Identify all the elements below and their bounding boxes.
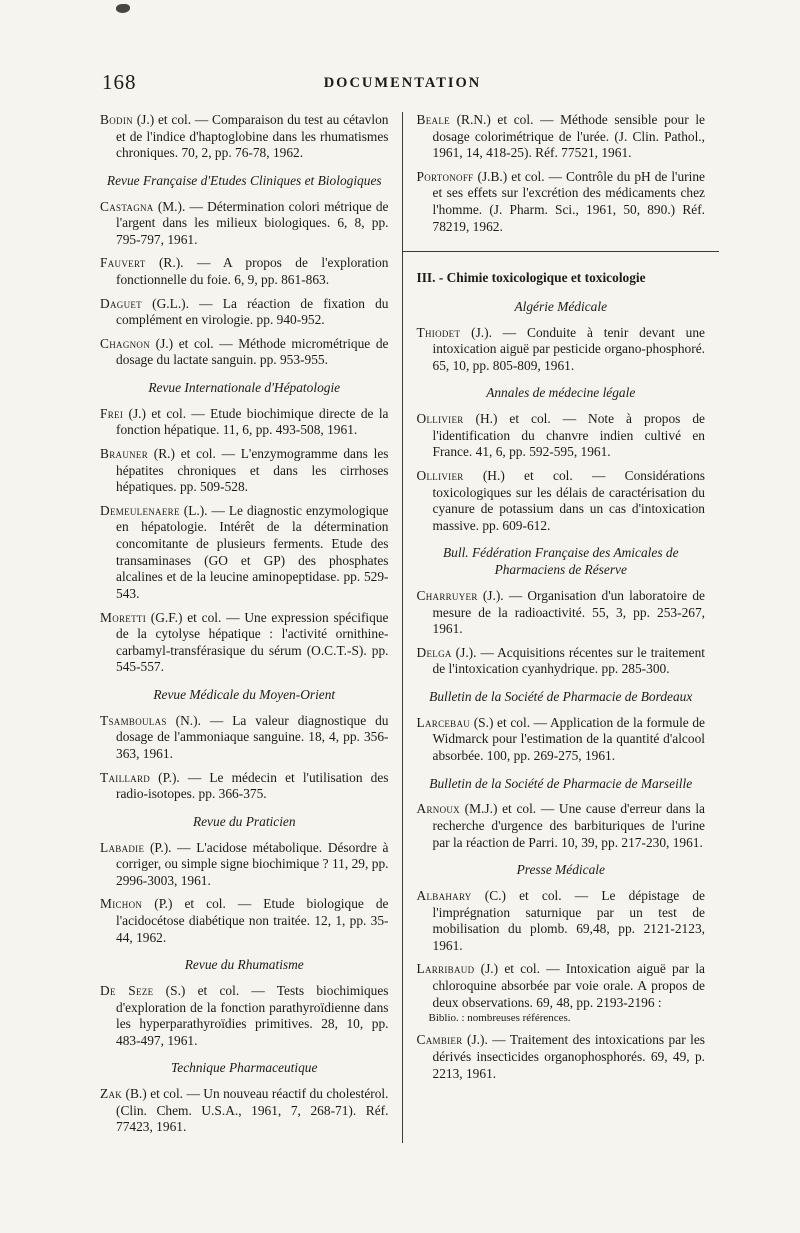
author-name: Labadie	[100, 839, 145, 855]
bib-entry: Charruyer (J.). — Organisation d'un laboratoire de mesure de la radioactivité. 55, 3, pp. 253-267, 1961.	[416, 587, 705, 637]
bib-entry: Taillard (P.). — Le médecin et l'utilisation des radio-isotopes. pp. 366-375.	[100, 769, 389, 802]
bib-entry: De Seze (S.) et col. — Tests biochimiques d'exploration de la fonction parathyroïdienne dans les hyperparathyroïdies primitives. 28, 10, pp. 483-497, 1961.	[100, 982, 389, 1048]
bib-entry: Chagnon (J.) et col. — Méthode micrométrique de dosage du lactate sanguin. pp. 953-955.	[100, 335, 389, 368]
author-name: Ollivier	[416, 411, 464, 427]
author-name: Zak	[100, 1086, 123, 1102]
author-name: Albahary	[416, 887, 472, 903]
journal-heading: Revue du Rhumatisme	[184, 957, 304, 973]
bib-entry: Beale (R.N.) et col. — Méthode sensible pour le dosage colorimétrique de l'urée. (J. Clin. Pathol., 1961, 14, 418-25). Réf. 77521, 1961.	[416, 112, 705, 161]
bib-entry: Michon (P.) et col. — Etude biologique de l'acidocétose diabétique non traitée. 12, 1, pp. 35-44, 1962.	[100, 896, 389, 945]
author-name: Michon	[100, 896, 143, 912]
journal-heading: Bull. Fédération Française des Amicales de Pharmaciens de Réserve	[442, 545, 679, 578]
author-name: Beale	[416, 112, 450, 127]
bib-entry: Zak (B.) et col. — Un nouveau réactif du cholestérol. (Clin. Chem. U.S.A., 1961, 7, 268-71). Réf. 77423, 1961.	[100, 1086, 389, 1135]
scan-artifact	[116, 4, 130, 13]
author-name: Moretti	[100, 609, 146, 625]
author-name: Portonoff	[416, 168, 474, 184]
author-name: Thiodet	[416, 324, 461, 340]
bib-entry: Cambier (J.). — Traitement des intoxications par les dérivés insecticides organophosphorés. 69, 49, p. 2213, 1961.	[416, 1032, 705, 1081]
bib-entry: Brauner (R.) et col. — L'enzymogramme dans les hépatites chroniques et dans les cirrhoses hépatiques. pp. 509-528.	[100, 446, 389, 495]
bib-entry: Larribaud (J.) et col. — Intoxication aiguë par la chloroquine absorbée par voie orale. A propos de deux observations. 69, 48, pp. 2193-2196 : Biblio. : nombreuses références.	[416, 961, 705, 1025]
journal-heading: Technique Pharmaceutique	[171, 1060, 318, 1076]
bib-entry: Castagna (M.). — Détermination colori métrique de l'argent dans les milieux biologiques. 6, 8, pp. 795-797, 1961.	[100, 198, 389, 247]
journal-heading: Revue Médicale du Moyen-Orient	[153, 686, 336, 702]
author-name: Castagna	[100, 198, 154, 214]
author-name: Larcebau	[416, 714, 471, 730]
two-column-layout	[100, 112, 705, 1143]
journal-heading: Bulletin de la Société de Pharmacie de Marseille	[429, 775, 693, 791]
page-number: 168	[102, 70, 137, 94]
bib-entry: Moretti (G.F.) et col. — Une expression spécifique de la cytolyse hépatique : l'activité ornithine-carbamyl-transférasique du sérum (O.C.T.-S). pp. 545-557.	[100, 609, 389, 675]
author-name: De Seze	[100, 982, 154, 998]
right-column	[403, 112, 706, 1143]
author-name: Chagnon	[100, 335, 151, 351]
bib-entry: Arnoux (M.J.) et col. — Une cause d'erreur dans la recherche d'urgence des barbituriques de l'urine par la réaction de Parri. 10, 39, pp. 217-230, 1961.	[416, 801, 705, 850]
bib-entry: Bodin (J.) et col. — Comparaison du test au cétavlon et de l'indice d'haptoglobine dans les rhumatismes chroniques. 70, 2, pp. 76-78, 1962.	[100, 112, 389, 161]
journal-heading: Presse Médicale	[516, 862, 605, 878]
bib-entry: Frei (J.) et col. — Etude biochimique directe de la fonction hépatique. 11, 6, pp. 493-508, 1961.	[100, 405, 389, 438]
journal-heading: Annales de médecine légale	[486, 385, 636, 401]
bib-entry: Demeulenaere (L.). — Le diagnostic enzymologique en hépatologie. Intérêt de la détermination concomitante de plusieurs ferments. Etude des transaminases (GO et GP) des phosphates alcalines et de la leucine aminopeptidase. pp. 529-543.	[100, 502, 389, 601]
author-name: Charruyer	[416, 587, 478, 603]
journal-heading: Revue du Praticien	[192, 813, 296, 829]
author-name: Tsamboulas	[100, 712, 167, 728]
bib-entry: Larcebau (S.) et col. — Application de la formule de Widmarck pour l'estimation de la quantité d'alcool absorbée. 100, pp. 269-275, 1961.	[416, 714, 705, 763]
author-name: Arnoux	[416, 801, 460, 817]
bib-entry: Delga (J.). — Acquisitions récentes sur le traitement de l'intoxication cyanhydrique. pp. 285-300.	[416, 644, 705, 677]
journal-heading: Revue Internationale d'Hépatologie	[148, 380, 341, 396]
bib-entry: Ollivier (H.) et col. — Note à propos de l'identification du chanvre indien cultivé en France. 41, 6, pp. 592-595, 1961.	[416, 411, 705, 460]
author-name: Frei	[100, 405, 124, 421]
bib-entry: Ollivier (H.) et col. — Considérations toxicologiques sur les délais de caractérisation du cyanure de potassium dans un cas d'intoxication massive. pp. 609-612.	[416, 468, 705, 533]
author-name: Bodin	[100, 112, 133, 127]
bib-entry: Albahary (C.) et col. — Le dépistage de l'imprégnation saturnique par un test de mobilisation du plomb. 69,48, pp. 2121-2123, 1961.	[416, 887, 705, 953]
bib-entry: Labadie (P.). — L'acidose métabolique. Désordre à corriger, ou simple signe biochimique ? 11, 29, pp. 2996-3003, 1961.	[100, 839, 389, 888]
page-title: DOCUMENTATION	[323, 75, 482, 91]
author-name: Daguet	[100, 295, 142, 311]
page-header	[100, 70, 705, 100]
author-name: Larribaud	[416, 961, 475, 977]
journal-heading: Revue Française d'Etudes Cliniques et Biologiques	[106, 172, 382, 188]
bib-entry: Portonoff (J.B.) et col. — Contrôle du pH de l'urine et ses effets sur l'excrétion des médicaments chez l'homme. (J. Pharm. Sci., 1961, 50, 890.) Réf. 78219, 1962.	[416, 168, 705, 234]
author-name: Fauvert	[100, 255, 146, 271]
entry-note: Biblio. : nombreuses références.	[428, 1012, 571, 1025]
author-name: Demeulenaere	[100, 502, 180, 518]
author-name: Brauner	[100, 446, 149, 462]
author-name: Delga	[416, 644, 452, 660]
bib-entry: Fauvert (R.). — A propos de l'exploration fonctionnelle du foie. 6, 9, pp. 861-863.	[100, 255, 389, 288]
bib-entry: Tsamboulas (N.). — La valeur diagnostique du dosage de l'ammoniaque sanguine. 18, 4, pp. 356-363, 1961.	[100, 712, 389, 761]
journal-heading: Bulletin de la Société de Pharmacie de Bordeaux	[429, 689, 693, 705]
bib-entry: Thiodet (J.). — Conduite à tenir devant une intoxication aiguë par pesticide organo-phosphoré. 65, 10, pp. 805-809, 1961.	[416, 324, 705, 373]
journal-heading: Algérie Médicale	[514, 298, 608, 314]
section-heading: III. - Chimie toxicologique et toxicologie	[403, 251, 720, 287]
bib-entry: Daguet (G.L.). — La réaction de fixation du complément en virologie. pp. 940-952.	[100, 295, 389, 328]
author-name: Ollivier	[416, 468, 464, 484]
left-column	[100, 112, 403, 1143]
author-name: Taillard	[100, 769, 151, 785]
author-name: Cambier	[416, 1032, 463, 1048]
